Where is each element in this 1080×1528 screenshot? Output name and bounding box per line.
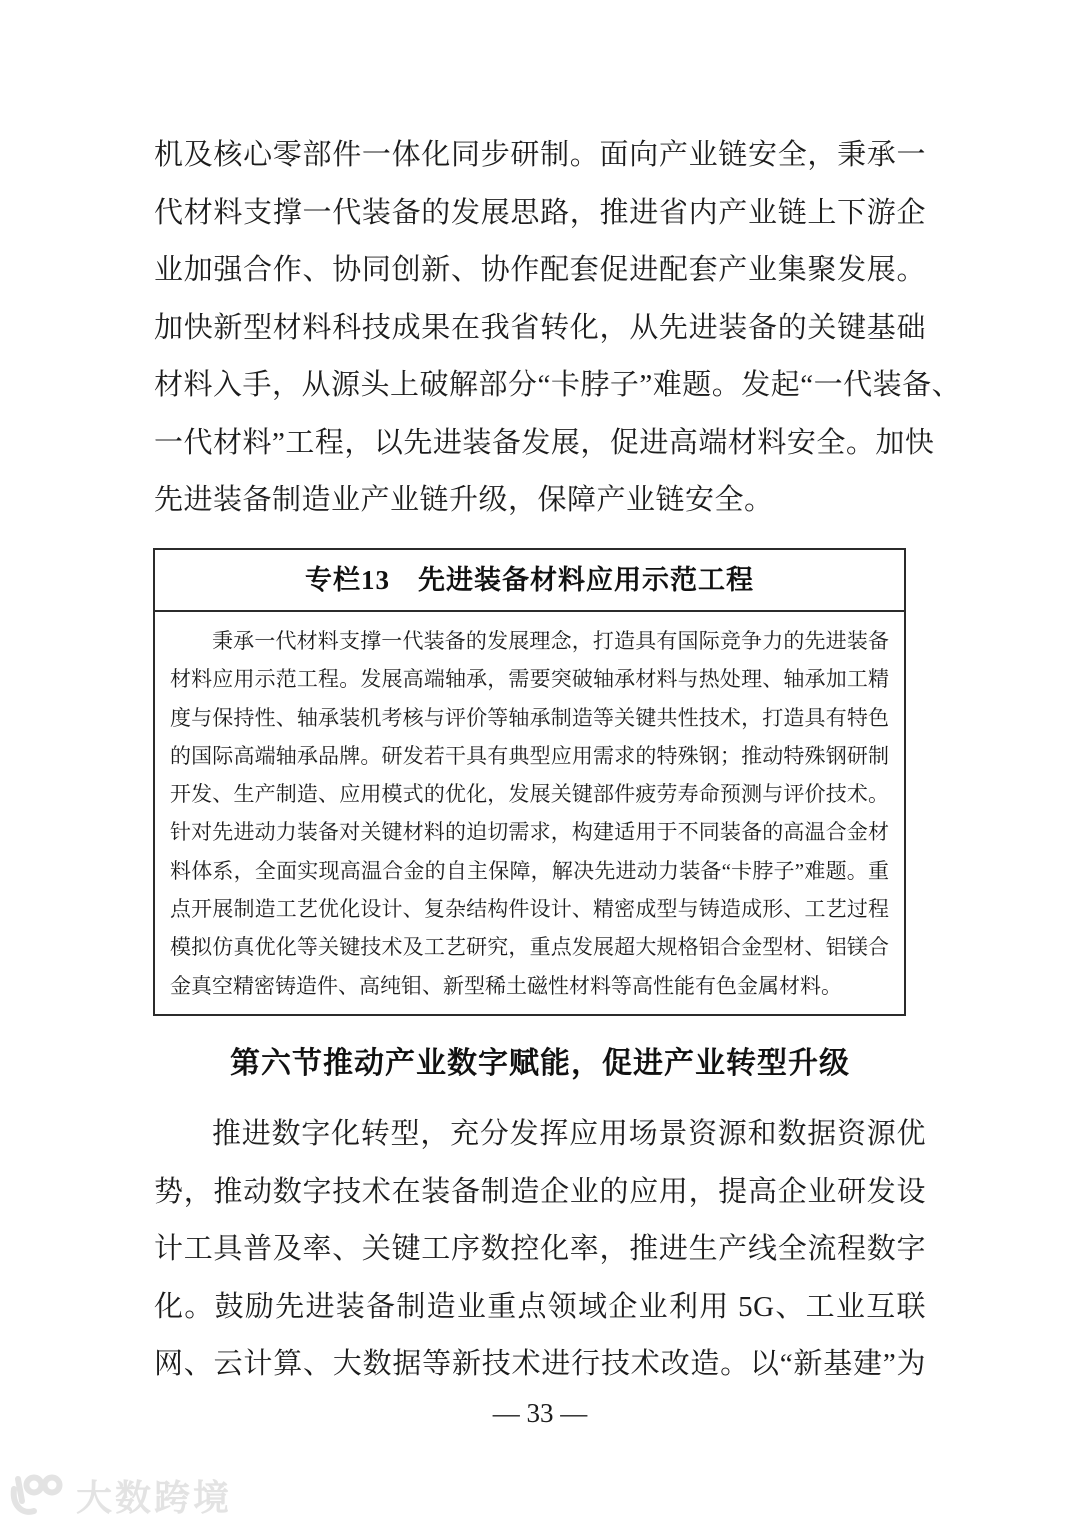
box-text-line: 秉承一代材料支撑一代装备的发展理念，打造具有国际竞争力的先进装备 [212,629,889,653]
text-line: 代材料支撑一代装备的发展思路，推进省内产业链上下游企 [154,196,926,229]
watermark-text: 大数跨境 [76,1477,233,1518]
box-text-line: 材料应用示范工程。发展高端轴承，需要突破轴承材料与热处理、轴承加工精 [170,667,889,692]
box-text-line: 针对先进动力装备对关键材料的迫切需求，构建适用于不同装备的高温合金材 [170,820,889,845]
watermark [8,1470,232,1521]
column-box-13 [153,548,906,1016]
text-line: 势，推动数字技术在装备制造企业的应用，提高企业研发设 [154,1175,926,1208]
box-text-line: 金真空精密铸造件、高纯钼、新型稀土磁性材料等高性能有色金属材料。 [170,973,842,998]
paragraph-bottom [154,1106,926,1394]
box-text-line: 点开展制造工艺优化设计、复杂结构件设计、精密成型与铸造成形、工艺过程 [170,897,889,922]
text-line: 化。鼓励先进装备制造业重点领域企业利用 5G、工业互联 [154,1290,926,1323]
watermark-logo-icon [8,1471,66,1521]
column-box-title: 专栏13 先进装备材料应用示范工程 [155,550,904,612]
box-text-line: 模拟仿真优化等关键技术及工艺研究，重点发展超大规格铝合金型材、铝镁合 [170,935,889,960]
text-line: 加快新型材料科技成果在我省转化，从先进装备的关键基础 [154,311,926,344]
column-box-body [155,612,904,1014]
box-text-line: 的国际高端轴承品牌。研发若干具有典型应用需求的特殊钢；推动特殊钢研制 [170,743,889,768]
text-line: 材料入手，从源头上破解部分“卡脖子”难题。发起“一代装备、 [154,369,962,401]
text-line: 推进数字化转型，充分发挥应用场景资源和数据资源优 [212,1118,926,1150]
page-number: — 33 — [492,1398,588,1428]
text-line: 一代材料”工程，以先进装备发展，促进高端材料安全。加快 [154,426,935,459]
text-line: 业加强合作、协同创新、协作配套促进配套产业集聚发展。 [154,254,926,286]
box-text-line: 料体系，全面实现高温合金的自主保障，解决先进动力装备“卡脖子”难题。重 [170,858,889,883]
text-line: 先进装备制造业产业链升级，保障产业链安全。 [154,484,774,516]
text-line: 机及核心零部件一体化同步研制。面向产业链安全，秉承一 [154,139,926,171]
text-line: 计工具普及率、关键工序数控化率，推进生产线全流程数字 [154,1233,926,1265]
box-text-line: 度与保持性、轴承装机考核与评价等轴承制造等关键共性技术，打造具有特色 [170,705,889,730]
paragraph-top [154,127,962,530]
box-text-line: 开发、生产制造、应用模式的优化，发展关键部件疲劳寿命预测与评价技术。 [170,782,889,807]
text-line: 网、云计算、大数据等新技术进行技术改造。以“新基建”为 [154,1348,926,1380]
section-heading: 第六节推动产业数字赋能，促进产业转型升级 [230,1047,850,1080]
